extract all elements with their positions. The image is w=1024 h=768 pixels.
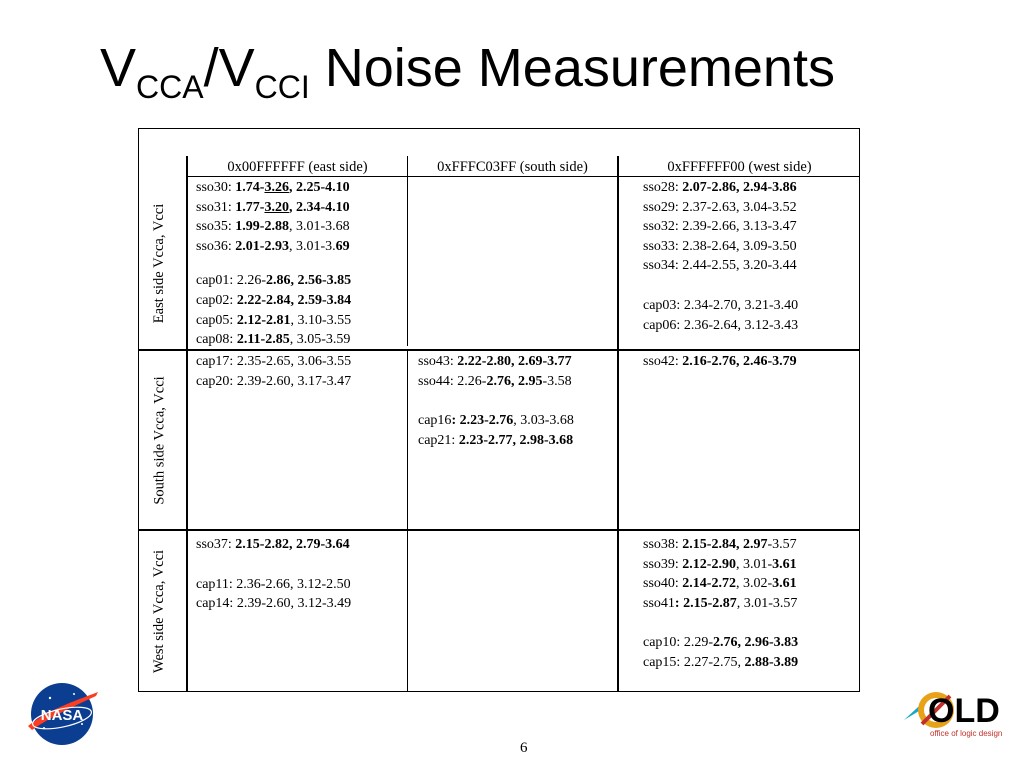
list-item: sso38: 2.15-2.84, 2.97-3.57 bbox=[643, 537, 797, 552]
title-rest: Noise Measurements bbox=[309, 38, 835, 98]
col-divider-1 bbox=[186, 156, 188, 692]
list-item: sso41: 2.15-2.87, 3.01-3.57 bbox=[643, 595, 798, 611]
list-item: cap21: 2.23-2.77, 2.98-3.68 bbox=[418, 432, 574, 448]
row-label-south bbox=[138, 351, 182, 529]
list-item: cap20: 2.39-2.60, 3.17-3.47 bbox=[196, 373, 352, 389]
list-item: sso42: 2.16-2.76, 2.46-3.79 bbox=[643, 354, 797, 369]
title-sub-cca: CCA bbox=[136, 69, 204, 105]
cell-west-west bbox=[643, 535, 798, 673]
table-border-top bbox=[138, 128, 860, 129]
cell-south-east bbox=[196, 352, 351, 391]
list-item: cap16: 2.23-2.76, 3.03-3.68 bbox=[418, 413, 574, 429]
svg-text:office of logic design: office of logic design bbox=[930, 729, 1003, 738]
row-label-east-text: East side Vcca, Vcci bbox=[151, 203, 168, 324]
list-item: sso34: 2.44-2.55, 3.20-3.44 bbox=[643, 258, 797, 274]
cell-east-west bbox=[643, 178, 798, 335]
header-east: 0x00FFFFFF (east side) bbox=[227, 159, 368, 175]
title-slash-v: /V bbox=[203, 38, 255, 98]
title-sub-cci: CCI bbox=[254, 69, 310, 105]
nasa-logo-icon bbox=[22, 680, 102, 748]
list-item: sso40: 2.14-2.72, 3.02-3.61 bbox=[643, 576, 797, 592]
list-item: sso44: 2.26-2.76, 2.95-3.58 bbox=[418, 373, 572, 389]
page-number: 6 bbox=[520, 740, 528, 756]
list-item: sso39: 2.12-2.90, 3.01-3.61 bbox=[643, 556, 797, 572]
list-item: cap14: 2.39-2.60, 3.12-3.49 bbox=[196, 596, 352, 612]
list-item: cap11: 2.36-2.66, 3.12-2.50 bbox=[196, 576, 351, 592]
svg-text:OLD: OLD bbox=[928, 692, 1000, 730]
list-item: sso32: 2.39-2.66, 3.13-3.47 bbox=[643, 219, 797, 235]
list-item: cap17: 2.35-2.65, 3.06-3.55 bbox=[196, 354, 352, 369]
list-item: sso37: 2.15-2.82, 2.79-3.64 bbox=[196, 537, 350, 552]
list-item: sso33: 2.38-2.64, 3.09-3.50 bbox=[643, 238, 797, 254]
row-label-west-text: West side Vcca, Vcci bbox=[151, 549, 168, 674]
cell-east-east bbox=[196, 178, 351, 350]
cell-south-west bbox=[643, 352, 797, 372]
list-item: cap05: 2.12-2.81, 3.10-3.55 bbox=[196, 312, 352, 328]
list-item: sso35: 1.99-2.88, 3.01-3.68 bbox=[196, 219, 350, 235]
list-item: sso43: 2.22-2.80, 2.69-3.77 bbox=[418, 354, 572, 369]
list-item: cap03: 2.34-2.70, 3.21-3.40 bbox=[643, 297, 799, 313]
list-item: cap06: 2.36-2.64, 3.12-3.43 bbox=[643, 317, 799, 333]
table-border-bottom bbox=[138, 691, 860, 692]
noise-table bbox=[138, 128, 860, 692]
title-v: V bbox=[100, 38, 137, 98]
col-divider-2 bbox=[407, 156, 408, 346]
table-border-right bbox=[859, 128, 860, 692]
cell-south-south bbox=[418, 352, 574, 450]
list-item: cap02: 2.22-2.84, 2.59-3.84 bbox=[196, 292, 352, 308]
list-item: sso30: 1.74-3.26, 2.25-4.10 bbox=[196, 180, 350, 195]
header-south: 0xFFFC03FF (south side) bbox=[437, 159, 588, 175]
old-logo-icon bbox=[900, 676, 1010, 742]
list-item: sso36: 2.01-2.93, 3.01-3.69 bbox=[196, 238, 350, 254]
svg-text:NASA: NASA bbox=[40, 707, 84, 724]
row-label-south-text: South side Vcca, Vcci bbox=[151, 375, 168, 505]
row-divider-2 bbox=[138, 529, 860, 531]
list-item: cap10: 2.29-2.76, 2.96-3.83 bbox=[643, 635, 799, 651]
list-item: cap15: 2.27-2.75, 2.88-3.89 bbox=[643, 654, 799, 670]
header-west: 0xFFFFFF00 (west side) bbox=[667, 159, 812, 175]
col-divider-2b bbox=[407, 350, 408, 692]
list-item: sso29: 2.37-2.63, 3.04-3.52 bbox=[643, 199, 797, 215]
row-label-west bbox=[138, 531, 182, 692]
list-item: sso31: 1.77-3.20, 2.34-4.10 bbox=[196, 199, 350, 215]
list-item: sso28: 2.07-2.86, 2.94-3.86 bbox=[643, 180, 797, 195]
col-divider-3 bbox=[617, 156, 619, 692]
cell-west-east bbox=[196, 535, 351, 614]
slide-title bbox=[100, 28, 835, 108]
row-label-east bbox=[138, 178, 182, 349]
list-item: cap01: 2.26-2.86, 2.56-3.85 bbox=[196, 273, 352, 289]
list-item: cap08: 2.11-2.85, 3.05-3.59 bbox=[196, 332, 351, 348]
